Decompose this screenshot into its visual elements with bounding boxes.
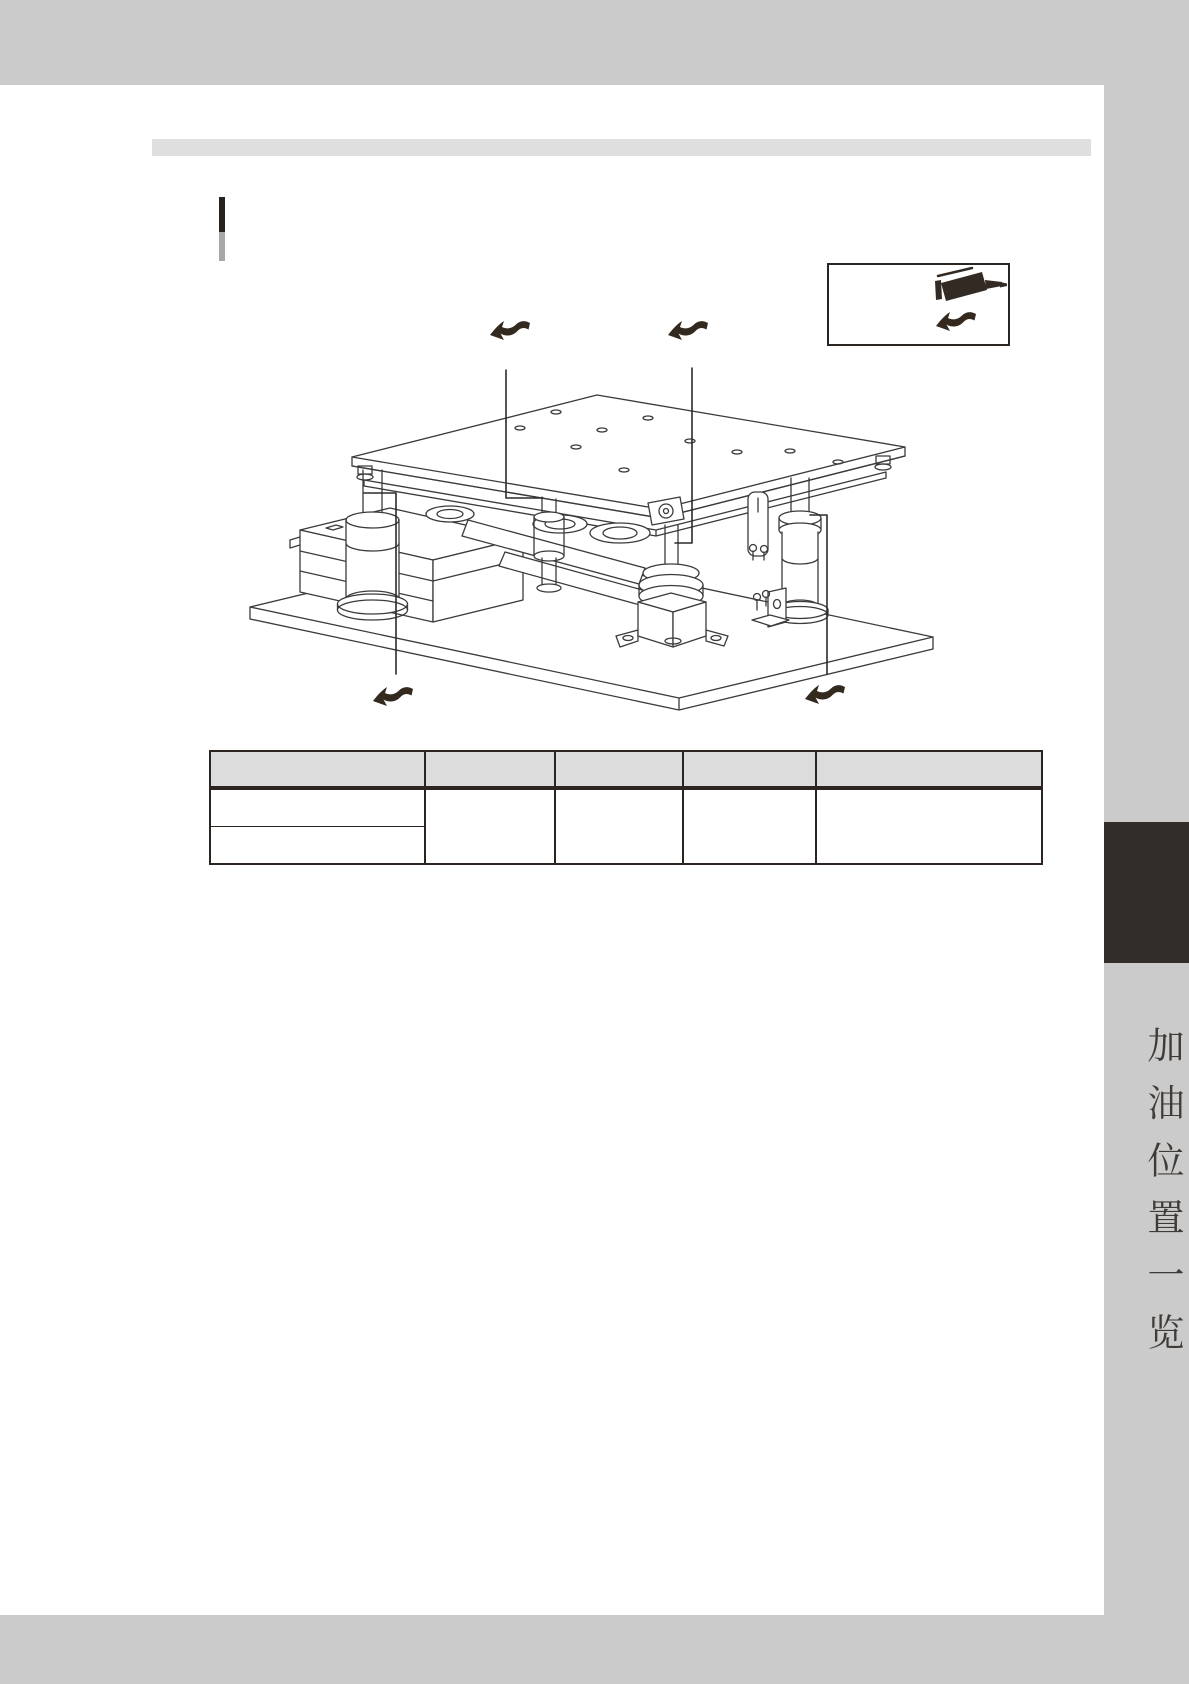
bottom-plate [250, 546, 933, 710]
chapter-title-bar [152, 139, 1091, 156]
table-cell-merged [555, 788, 683, 864]
support-damper-center [616, 497, 728, 647]
table-header-row [210, 751, 1042, 788]
table-header-cell [555, 751, 683, 788]
chapter-thumb-tab [1104, 822, 1189, 963]
table-header-cell [210, 751, 425, 788]
section-marker [219, 197, 225, 232]
bottom-gray-band [0, 1615, 1189, 1684]
lubrication-legend-box [827, 263, 1010, 346]
table-cell [210, 788, 425, 827]
lubrication-arrow-icon [805, 685, 845, 704]
leader-lines [364, 368, 827, 674]
support-cylinder-right [772, 478, 828, 624]
sidebar-chapter-title: 加油位置一览 [1141, 1025, 1184, 1371]
lubrication-arrow-icon [490, 321, 530, 340]
hanging-bracket [748, 492, 768, 560]
table-cell-merged [425, 788, 555, 864]
lubrication-arrow-icon [668, 321, 708, 340]
table-row [210, 788, 1042, 827]
table-header-cell [816, 751, 1042, 788]
terminal-bracket [752, 588, 789, 627]
motor-block [290, 508, 523, 622]
table-header-cell [683, 751, 816, 788]
table-header-cell [425, 751, 555, 788]
lubrication-arrows [373, 321, 845, 706]
section-marker-shadow [219, 232, 225, 261]
top-plate [352, 395, 905, 536]
table-cell-merged [683, 788, 816, 864]
table-cell-merged [816, 788, 1042, 864]
top-gray-band [0, 0, 1189, 85]
lubrication-table [209, 750, 1043, 865]
support-column-middle [534, 497, 564, 592]
support-cylinder-left [338, 470, 408, 620]
lubrication-arrow-icon [373, 687, 413, 706]
table-cell [210, 827, 425, 865]
linkage-arms [426, 506, 664, 610]
